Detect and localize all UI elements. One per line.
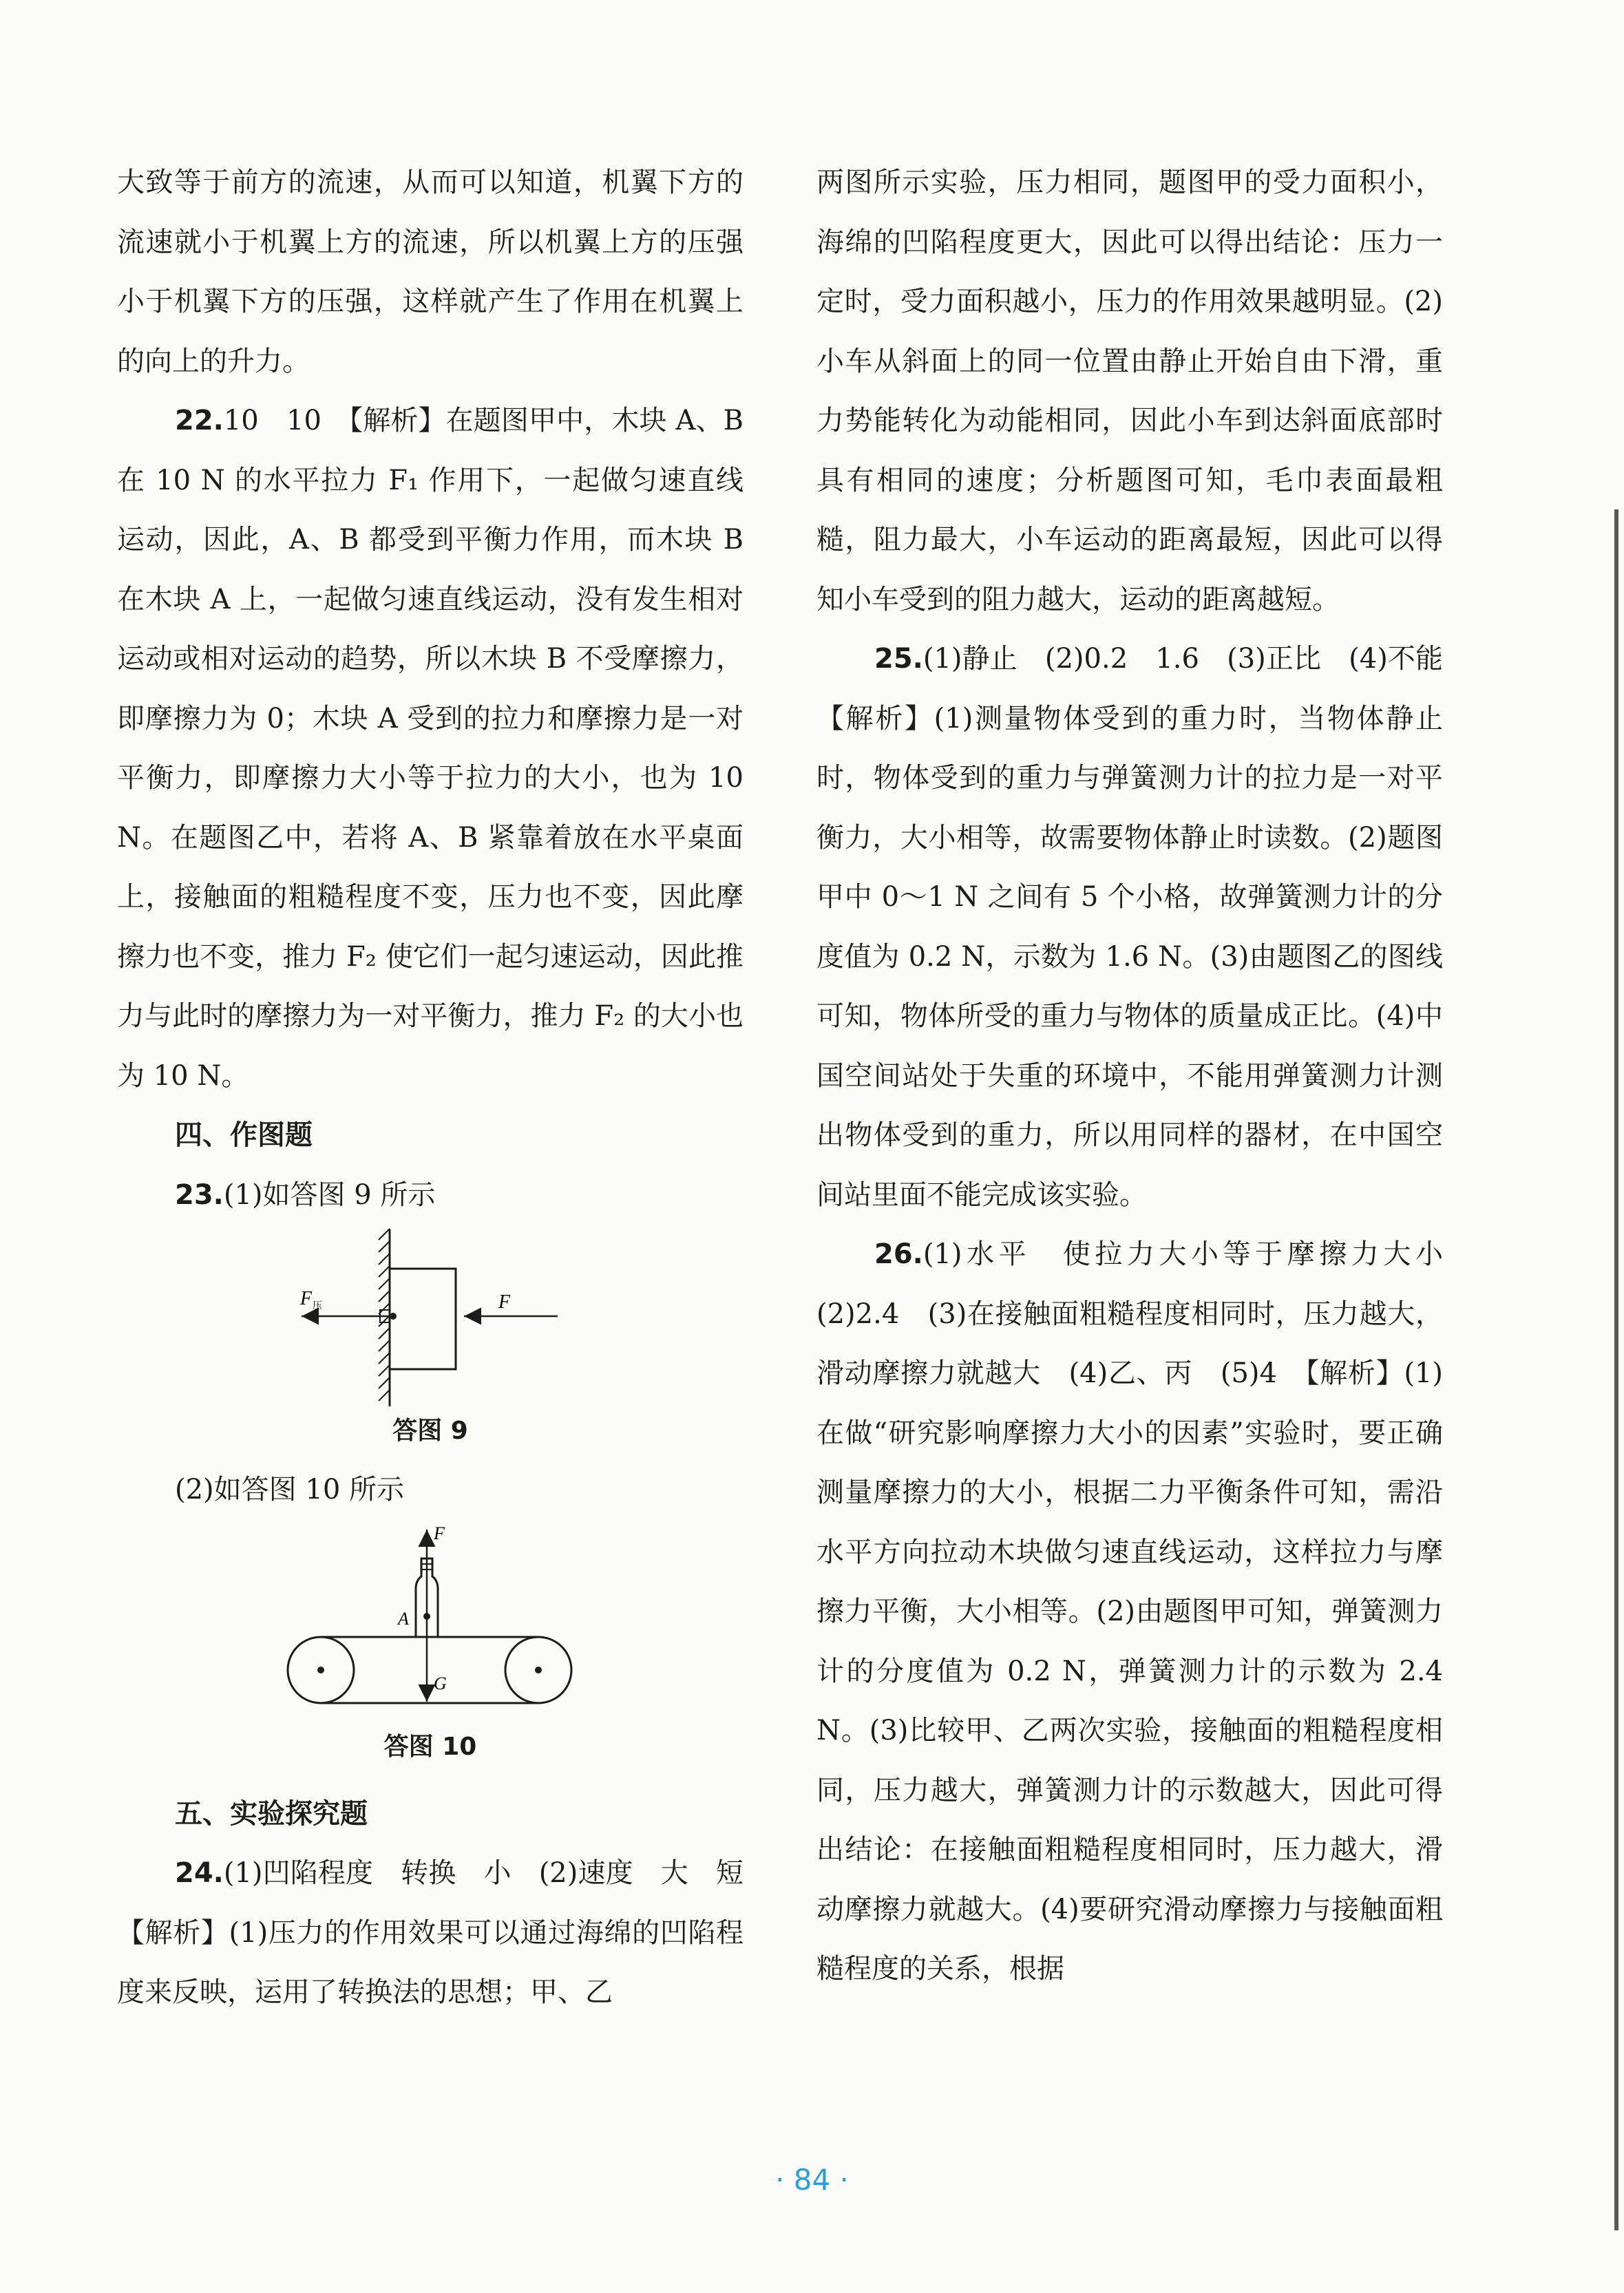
scan-edge-shadow bbox=[1614, 509, 1618, 2230]
answer-text: (1)凹陷程度 转换 小 (2)速度 大 短 【解析】(1)压力的作用效果可以通过海绵的凹陷程度来反映，运用了转换法的思想；甲、乙 bbox=[117, 1857, 771, 2008]
answer-24 bbox=[117, 1843, 771, 2022]
answer-25 bbox=[816, 629, 1470, 1225]
paragraph-24-cont: 两图所示实验，压力相同，题图甲的受力面积小，海绵的凹陷程度更大，因此可以得出结论：压力一定时，受力面积越小，压力的作用效果越明显。(2)小车从斜面上的同一位置由静止开始自由下滑，重力势能转化为动能相同，因此小车到达斜面底部时具有相同的速度；分析题图可知，毛巾表面最粗糙，阻力最大，小车运动的距离最短，因此可以得知小车受到的阻力越大，运动的距离越短。 bbox=[816, 167, 1443, 615]
answer-26 bbox=[816, 1225, 1470, 1999]
answer-23 bbox=[117, 1165, 744, 1225]
section-heading: 五、实验探究题 bbox=[175, 1797, 368, 1830]
right-column bbox=[816, 153, 1470, 1999]
figure-9 bbox=[117, 1225, 744, 1410]
force-label: F bbox=[498, 1291, 511, 1313]
answer-22 bbox=[117, 391, 744, 1106]
answer-23-part2: (2)如答图 10 所示 bbox=[175, 1474, 404, 1505]
question-number: 24. bbox=[175, 1857, 224, 1889]
force-press-subscript: 压 bbox=[313, 1300, 322, 1311]
left-column bbox=[117, 153, 771, 2022]
question-number: 22. bbox=[175, 405, 224, 436]
question-number: 26. bbox=[874, 1238, 923, 1270]
question-number: 25. bbox=[874, 643, 923, 675]
figure-10 bbox=[117, 1520, 744, 1726]
answer-text: (1)水平 使拉力大小等于摩擦力大小 (2)2.4 (3)在接触面粗糙程度相同时，压力越大，滑动摩擦力就越大 (4)乙、丙 (5)4 【解析】(1)在做“研究影响摩擦力大小的因素”实验时，要正确测量摩擦力的大小，根据二力平衡条件可知，需沿水平方向拉动木块做匀速直线运动，这样拉力与摩擦力平衡，大小相等。(2)由题图甲可知，弹簧测力计的分度值为 0.2 N，弹簧测力计的示数为 2.4 N。(3)比较甲、乙两次实验，接触面的粗糙程度相同，压力越大，弹簧测力计的示数越大，因此可得出结论：在接触面粗糙程度相同时，压力越大，滑动摩擦力就越大。(4)要研究滑动摩擦力与接触面粗糙程度的关系，根据 bbox=[816, 1238, 1470, 1985]
answer-text: (1)静止 (2)0.2 1.6 (3)正比 (4)不能 【解析】(1)测量物体受到的重力时，当物体静止时，物体受到的重力与弹簧测力计的拉力是一对平衡力，大小相等，故需要物体静止时读数。(2)题图甲中 0～1 N 之间有 5 个小格，故弹簧测力计的分度值为 0.2 N，示数为 1.6 N。(3)由题图乙的图线可知，物体所受的重力与物体的质量成正比。(4)中国空间站处于失重的环境中，不能用弹簧测力计测出物体受到的重力，所以用同样的器材，在中国空间站里面不能完成该实验。 bbox=[816, 643, 1470, 1211]
answer-text: (1)如答图 9 所示 bbox=[223, 1179, 436, 1211]
force-press-label: F bbox=[300, 1288, 313, 1309]
force-f-label: F bbox=[434, 1523, 445, 1543]
section-heading: 四、作图题 bbox=[175, 1119, 313, 1151]
point-a-label: A bbox=[398, 1608, 409, 1629]
figure-10-caption: 答图 10 bbox=[383, 1732, 477, 1761]
gravity-g-label: G bbox=[434, 1673, 447, 1693]
figure-10-diagram bbox=[117, 1520, 744, 1726]
page-number: · 84 · bbox=[775, 2163, 849, 2197]
figure-9-caption: 答图 9 bbox=[392, 1417, 468, 1445]
question-number: 23. bbox=[175, 1179, 224, 1211]
figure-9-diagram bbox=[117, 1225, 744, 1410]
paragraph-lift: 大致等于前方的流速，从而可以知道，机翼下方的流速就小于机翼上方的流速，所以机翼上方的压强小于机翼下方的压强，这样就产生了作用在机翼上的向上的升力。 bbox=[117, 167, 744, 377]
answer-text: 10 10 【解析】在题图甲中，木块 A、B 在 10 N 的水平拉力 F₁ 作用下，一起做匀速直线运动，因此，A、B 都受到平衡力作用，而木块 B 在木块 A 上，一起做匀速直线运动，没有发生相对运动或相对运动的趋势，所以木块 B 不受摩擦力，即摩擦力为 0；木块 A 受到的拉力和摩擦力是一对平衡力，即摩擦力大小等于拉力的大小，也为 10 N。在题图乙中，若将 A、B 紧靠着放在水平桌面上，接触面的粗糙程度不变，压力也不变，因此摩擦力也不变，推力 F₂ 使它们一起匀速运动，因此推力与此时的摩擦力为一对平衡力，推力 F₂ 的大小也为 10 N。 bbox=[117, 405, 744, 1092]
